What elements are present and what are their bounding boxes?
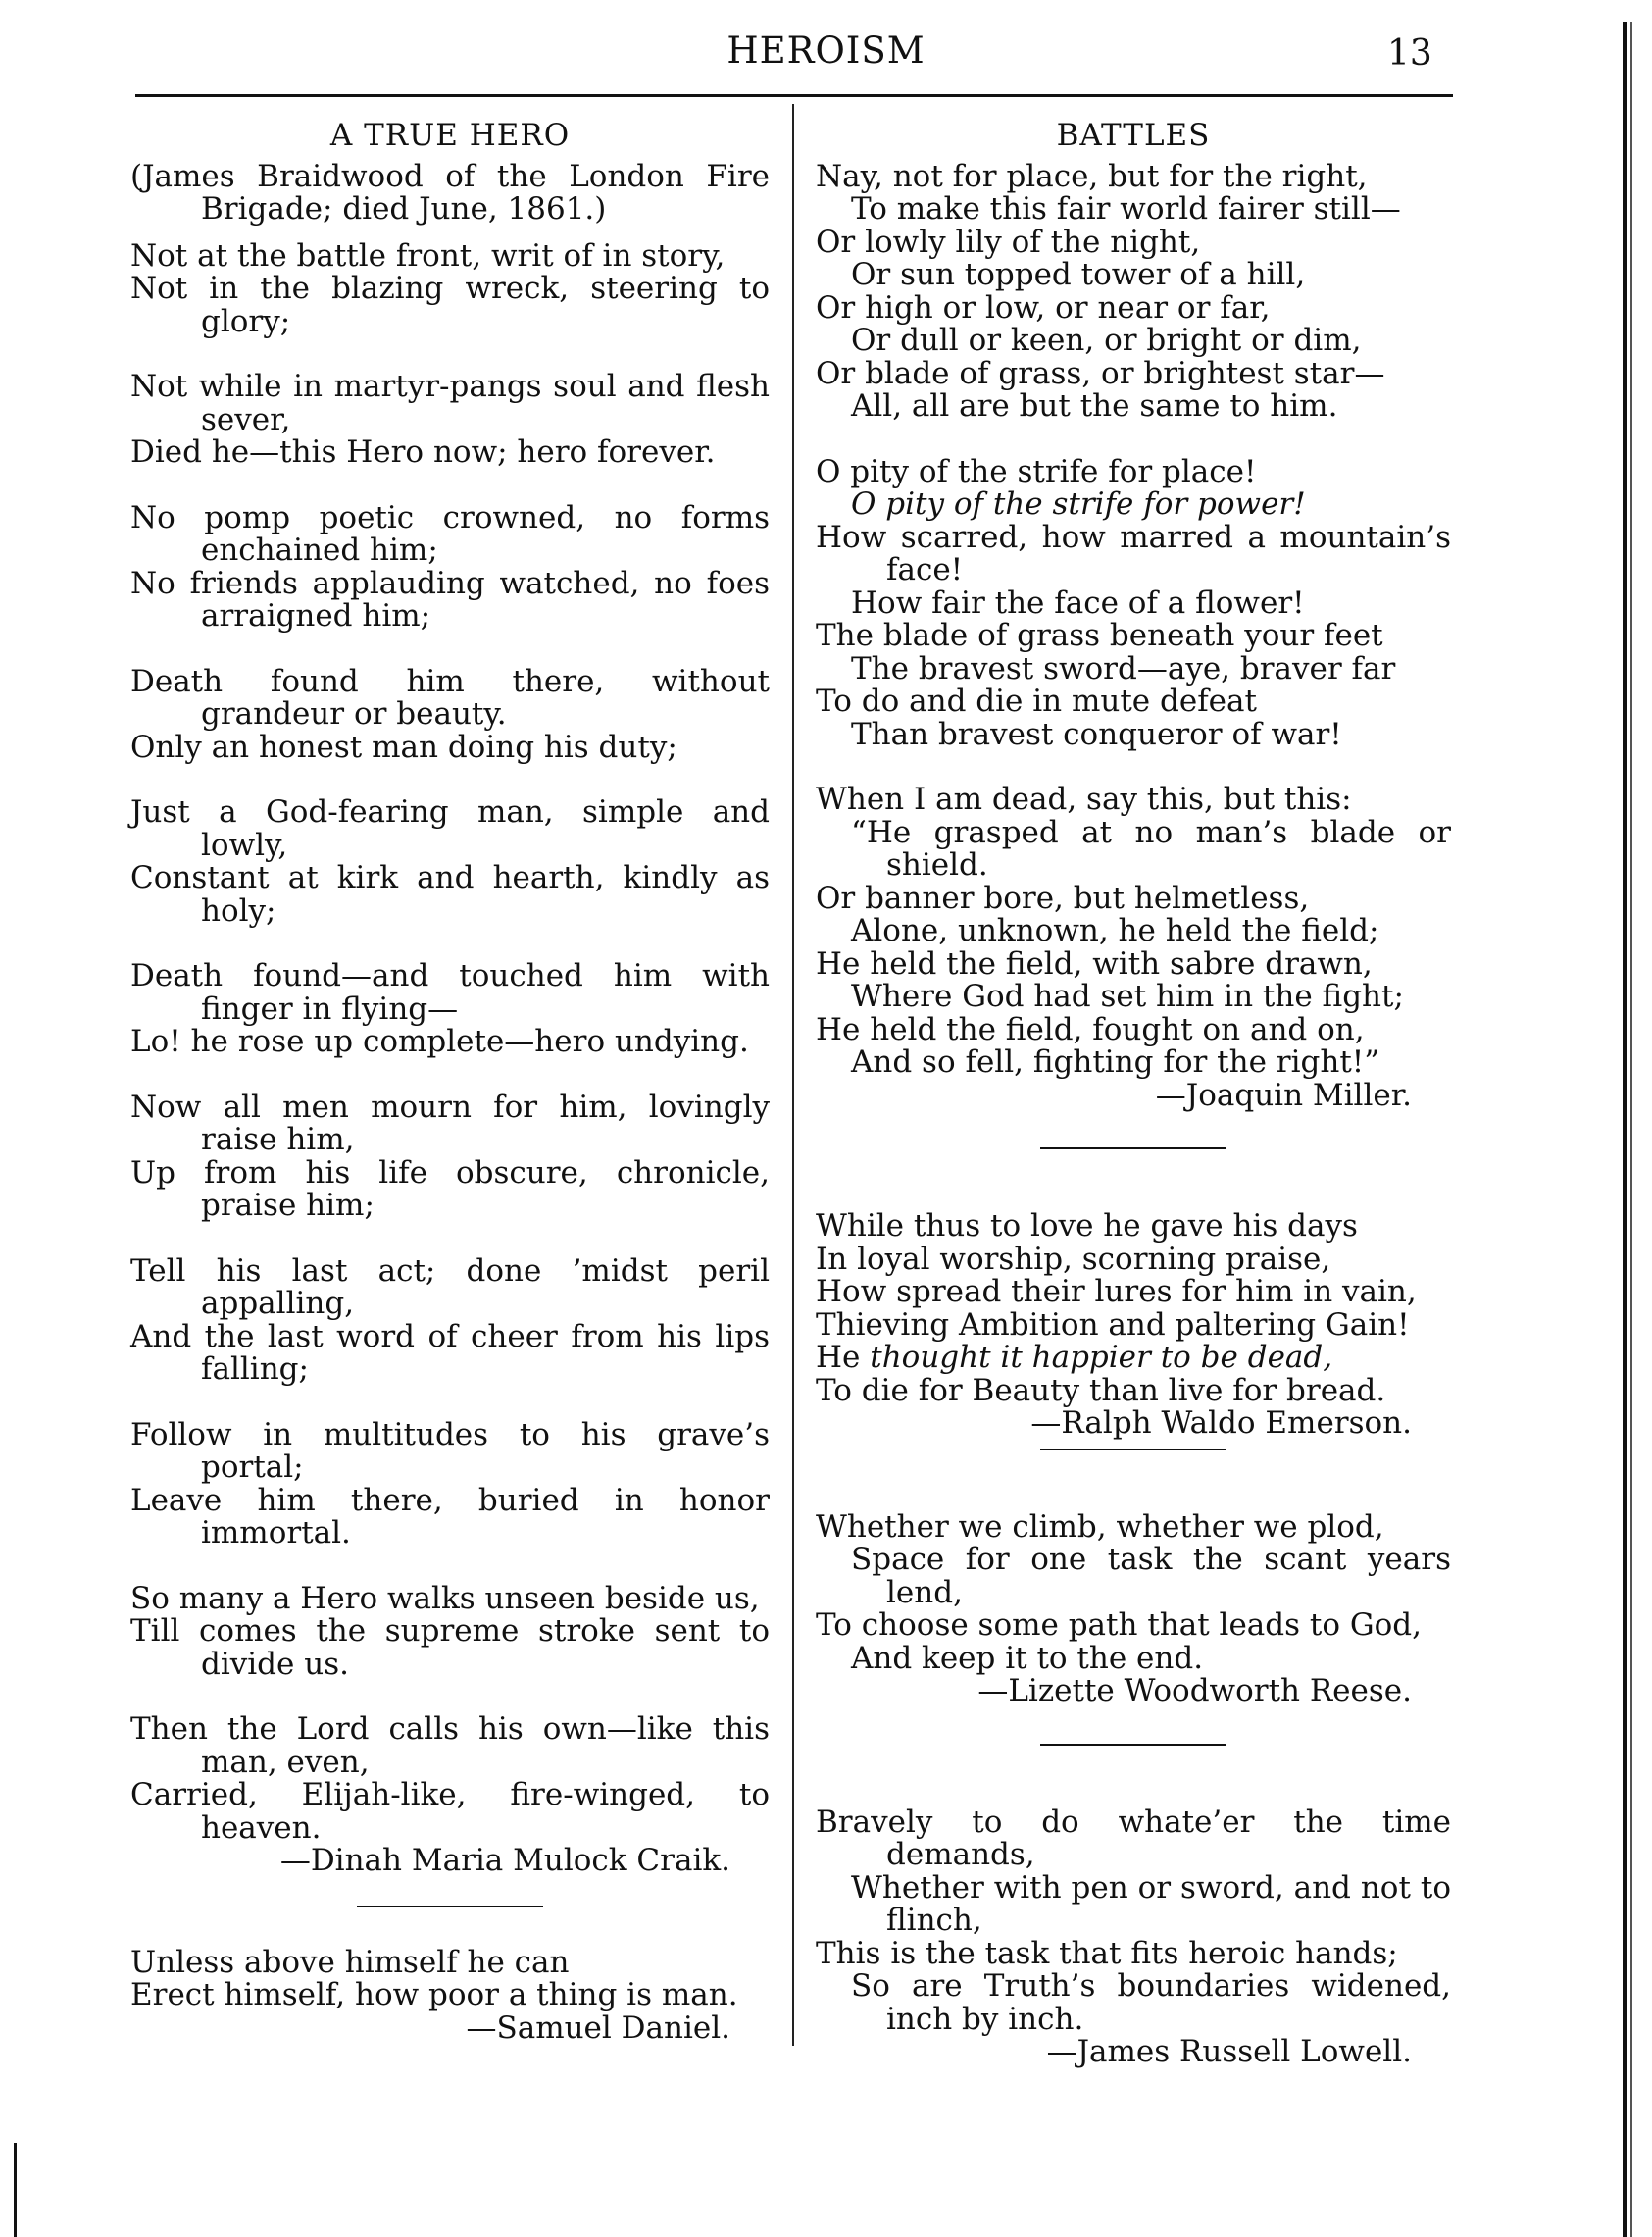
poem-line: Bravely to do whate’er the time demands, xyxy=(816,1804,1451,1872)
running-title: HEROISM xyxy=(726,29,926,72)
poem-line: Or blade of grass, or brightest star— xyxy=(816,355,1385,391)
poem-line: No friends applauding watched, no foes arraigned him; xyxy=(130,565,770,634)
stanza xyxy=(816,158,1451,424)
poem-line: The bravest sword—aye, braver far xyxy=(851,650,1396,686)
poem-line: And so fell, fighting for the right!” xyxy=(851,1044,1380,1080)
poem-line: Died he—this Hero now; hero forever. xyxy=(130,434,716,470)
stanza xyxy=(130,1580,770,1682)
poem-line: Whether with pen or sword, and not to flinch, xyxy=(851,1869,1451,1938)
poem-line: Then the Lord calls his own—like this man, even, xyxy=(130,1711,770,1780)
stanza xyxy=(130,663,770,765)
poem-line: How spread their lures for him in vain, xyxy=(816,1274,1417,1309)
poem-emerson xyxy=(816,1210,1451,1407)
poem-line: So many a Hero walks unseen beside us, xyxy=(130,1580,760,1616)
poem-line: And the last word of cheer from his lips falling; xyxy=(130,1318,770,1387)
attribution-reese: —Lizette Woodworth Reese. xyxy=(977,1673,1412,1708)
column-divider xyxy=(792,104,794,2046)
poem-line: Not in the blazing wreck, steering to glory; xyxy=(130,271,770,339)
poem-title-true-hero: A TRUE HERO xyxy=(329,118,571,153)
poem-line: To choose some path that leads to God, xyxy=(816,1607,1422,1643)
poem-line: Thieving Ambition and paltering Gain! xyxy=(816,1306,1410,1343)
poem-line: Till comes the supreme stroke sent to divide us. xyxy=(130,1613,770,1682)
poem-reese xyxy=(816,1508,1451,1676)
stanza xyxy=(130,960,770,1059)
poem-line: So are Truth’s boundaries widened, inch by inch. xyxy=(851,1968,1451,2037)
stanza xyxy=(816,784,1451,1080)
poem-title-battles: BATTLES xyxy=(1056,118,1211,153)
poem-line: This is the task that fits heroic hands; xyxy=(816,1935,1398,1971)
stanza xyxy=(130,1713,770,1845)
attribution-daniel: —Samuel Daniel. xyxy=(466,2009,730,2046)
poem-line: Whether we climb, whether we plod, xyxy=(816,1508,1384,1545)
poem-line: Space for one task the scant years lend, xyxy=(851,1542,1451,1610)
poem-line: And keep it to the end. xyxy=(851,1640,1204,1676)
poem-line: “He grasped at no man’s blade or shield. xyxy=(851,814,1451,883)
section-divider xyxy=(1040,1147,1226,1149)
poem-line: He held the field, with sabre drawn, xyxy=(816,945,1373,982)
poem-line: Tell his last act; done ’midst peril appalling, xyxy=(130,1252,770,1321)
poem-line: Erect himself, how poor a thing is man. xyxy=(130,1977,738,2012)
stanza xyxy=(130,1416,770,1551)
section-divider xyxy=(1040,1744,1226,1746)
poem-line: While thus to love he gave his days xyxy=(816,1208,1358,1244)
poem-line: Leave him there, buried in honor immortal. xyxy=(130,1482,770,1551)
header-rule xyxy=(135,94,1453,97)
attribution-miller: —Joaquin Miller. xyxy=(1155,1077,1412,1113)
section-divider xyxy=(357,1906,543,1907)
battles-stanzas xyxy=(816,158,1451,1080)
attribution-craik: —Dinah Maria Mulock Craik. xyxy=(279,1843,730,1878)
left-column xyxy=(130,116,770,2045)
stanza xyxy=(130,499,770,634)
poem-line: He held the field, fought on and on, xyxy=(816,1011,1365,1047)
poem-line: No pomp poetic crowned, no forms enchained him; xyxy=(130,499,770,568)
poem-line: Up from his life obscure, chronicle, praise him; xyxy=(130,1154,770,1223)
poem-line: Lo! he rose up complete—hero undying. xyxy=(130,1024,749,1059)
stanza xyxy=(130,1252,770,1387)
poem-line: The blade of grass beneath your feet xyxy=(816,618,1383,653)
poem-line: To make this fair world fairer still— xyxy=(851,191,1401,227)
poem-line: When I am dead, say this, but this: xyxy=(816,782,1352,817)
poem-line: To do and die in mute defeat xyxy=(816,684,1257,719)
poem-line: He thought it happier to be dead, xyxy=(816,1340,1333,1375)
poem-note: (James Braidwood of the London Fire Brigade; died June, 1861.) xyxy=(130,158,770,227)
stanza xyxy=(130,796,770,928)
poem-line: How scarred, how marred a mountain’s face! xyxy=(816,519,1451,587)
poem-line: Nay, not for place, but for the right, xyxy=(816,158,1368,194)
poem-line: Death found him there, without grandeur or beauty. xyxy=(130,663,770,732)
poem-line: All, all are but the same to him. xyxy=(851,388,1338,424)
poem-line: In loyal worship, scorning praise, xyxy=(816,1241,1331,1277)
poem-line: O pity of the strife for place! xyxy=(816,453,1257,489)
poem-line: Alone, unknown, he held the field; xyxy=(851,913,1379,948)
poem-line: Carried, Elijah-like, fire-winged, to heaven. xyxy=(130,1777,770,1846)
scan-corner-mark xyxy=(14,2143,17,2237)
page-number: 13 xyxy=(1387,33,1432,74)
poem-line: Or banner bore, but helmetless, xyxy=(816,880,1310,916)
poem-daniel xyxy=(130,1944,770,2046)
poem-line: Than bravest conqueror of war! xyxy=(851,716,1342,752)
poem-line: Follow in multitudes to his grave’s portal; xyxy=(130,1416,770,1485)
poem-lowell xyxy=(816,1806,1451,2037)
stanza xyxy=(130,237,770,339)
poem-line: Now all men mourn for him, lovingly raise him, xyxy=(130,1089,770,1157)
poem-line: Where God had set him in the fight; xyxy=(851,979,1404,1014)
stanza xyxy=(130,371,770,470)
attribution-lowell: —James Russell Lowell. xyxy=(1046,2034,1412,2069)
poem-line: Only an honest man doing his duty; xyxy=(130,729,677,765)
poem-line: How fair the face of a flower! xyxy=(851,585,1305,621)
page-edge-bar-inner xyxy=(1630,22,1632,2237)
poem-line: Death found—and touched him with finger in flying— xyxy=(130,958,770,1027)
poem-line: Constant at kirk and hearth, kindly as holy; xyxy=(130,860,770,929)
italic-span: thought it happier to be dead, xyxy=(870,1340,1333,1375)
stanza xyxy=(816,453,1451,752)
section-divider xyxy=(1040,1449,1226,1450)
poem-line: Not while in martyr-pangs soul and flesh sever, xyxy=(130,369,770,437)
page-edge-bar xyxy=(1623,22,1627,2237)
true-hero-stanzas xyxy=(130,237,770,1846)
poem-line: Or lowly lily of the night, xyxy=(816,224,1201,260)
attribution-emerson: —Ralph Waldo Emerson. xyxy=(1030,1405,1412,1441)
poem-line: To die for Beauty than live for bread. xyxy=(816,1372,1386,1408)
poem-line: Not at the battle front, writ of in story, xyxy=(130,237,726,274)
poem-line: Or dull or keen, or bright or dim, xyxy=(851,323,1362,358)
poem-line: Or high or low, or near or far, xyxy=(816,289,1271,326)
poem-line: O pity of the strife for power! xyxy=(851,486,1306,522)
right-column xyxy=(816,116,1451,2069)
poem-line: Just a God-fearing man, simple and lowly, xyxy=(130,794,770,863)
stanza xyxy=(130,1089,770,1223)
poem-line: Or sun topped tower of a hill, xyxy=(851,257,1306,292)
poem-line: Unless above himself he can xyxy=(130,1944,570,1980)
